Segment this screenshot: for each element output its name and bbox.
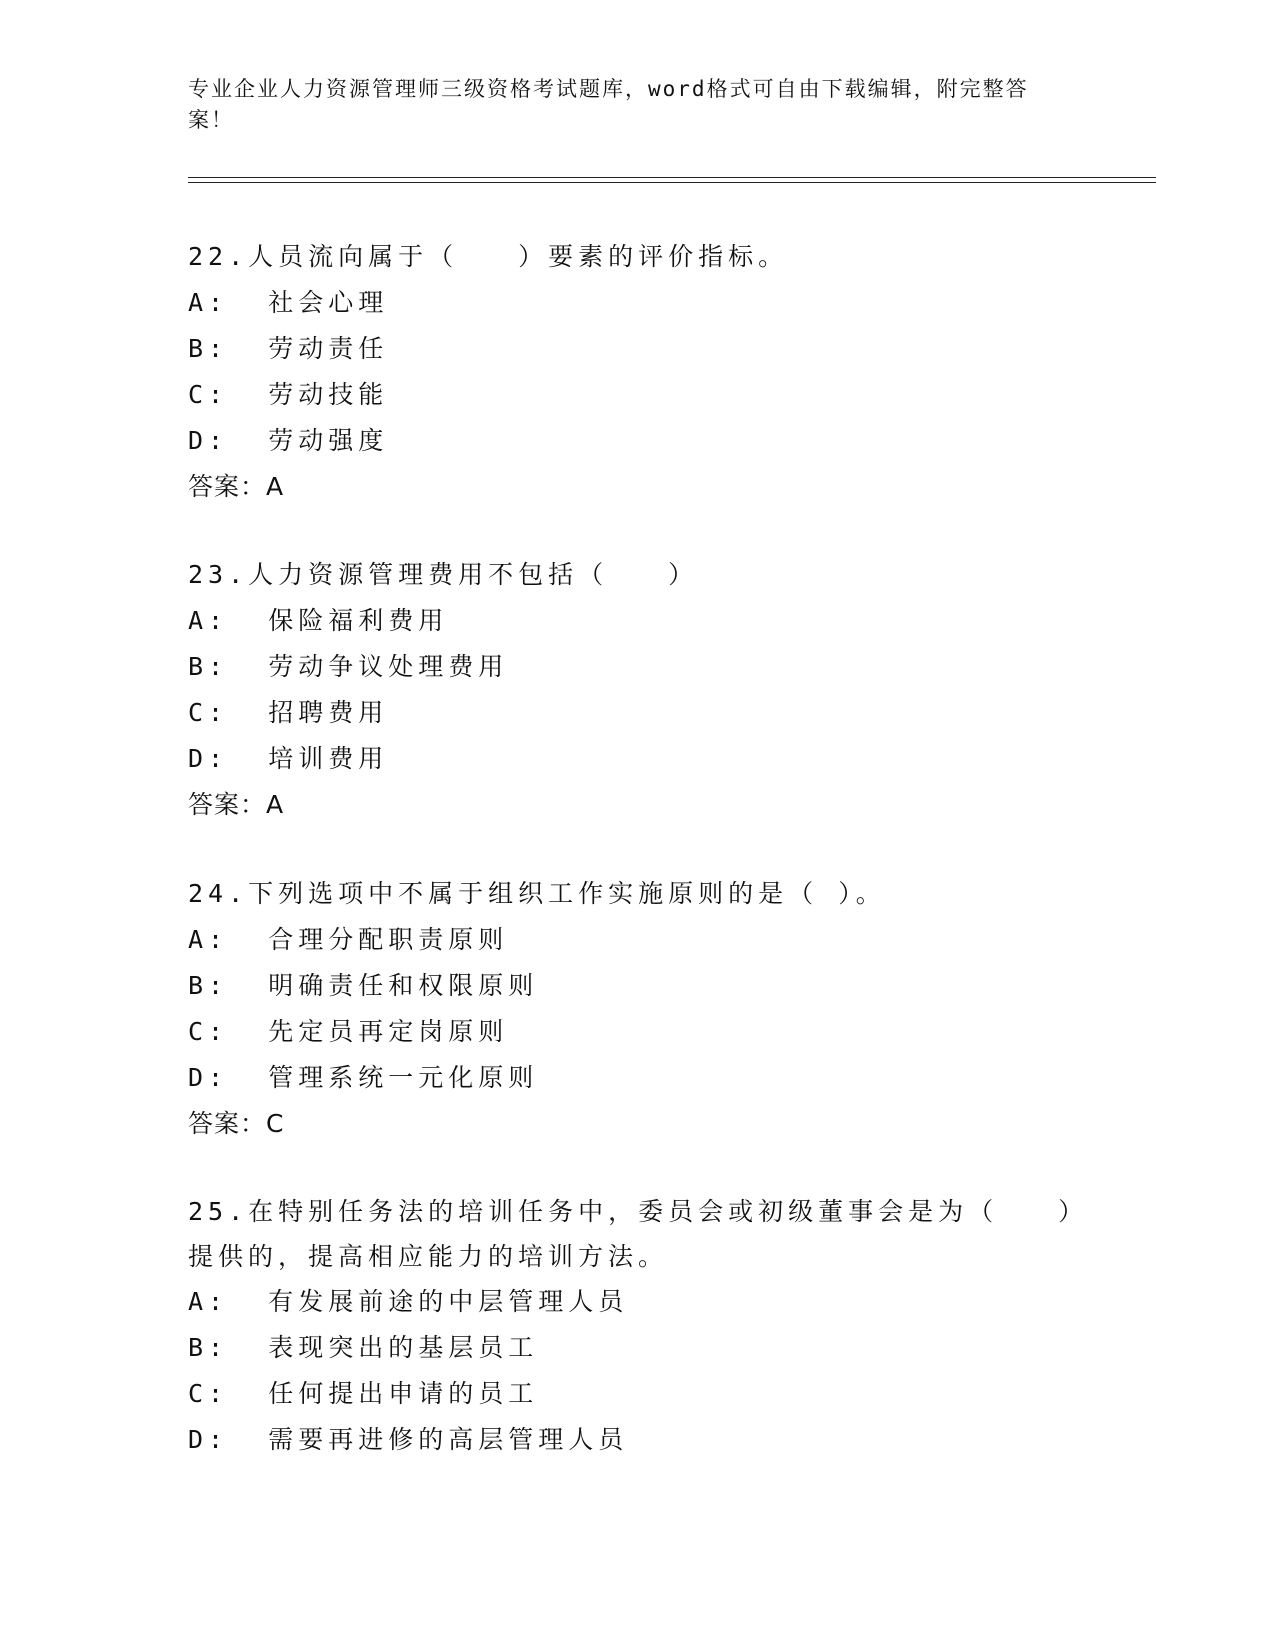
option-c: C: 劳动技能	[188, 380, 389, 409]
option-d: D: 管理系统一元化原则	[188, 1063, 539, 1092]
option-b: B: 明确责任和权限原则	[188, 971, 539, 1000]
question-23	[188, 552, 1088, 828]
header-divider-bottom	[188, 182, 1156, 183]
option-a: A: 合理分配职责原则	[188, 925, 509, 954]
header-divider-top	[188, 177, 1156, 178]
option-a: A: 保险福利费用	[188, 606, 449, 635]
option-b: B: 劳动责任	[188, 334, 389, 363]
option-c: C: 招聘费用	[188, 698, 389, 727]
option-d: D: 培训费用	[188, 744, 389, 773]
option-a: A: 有发展前途的中层管理人员	[188, 1287, 629, 1316]
question-22	[188, 234, 1088, 510]
option-c: C: 任何提出申请的员工	[188, 1379, 539, 1408]
option-b: B: 劳动争议处理费用	[188, 652, 509, 681]
question-stem: 23.人力资源管理费用不包括（ ）	[188, 560, 699, 589]
question-stem: 25.在特别任务法的培训任务中，委员会或初级董事会是为（ ）提供的，提高相应能力的培训方法。	[188, 1197, 1076, 1271]
option-d: D: 劳动强度	[188, 426, 389, 455]
answer-line: 答案：A	[188, 472, 285, 501]
option-b: B: 表现突出的基层员工	[188, 1333, 539, 1362]
option-d: D: 需要再进修的高层管理人员	[188, 1425, 629, 1454]
document-header-text: 专业企业人力资源管理师三级资格考试题库，word格式可自由下载编辑，附完整答案！	[188, 77, 1029, 132]
question-stem: 22.人员流向属于（ ）要素的评价指标。	[188, 242, 789, 271]
question-24	[188, 871, 1088, 1147]
answer-line: 答案：C	[188, 1109, 285, 1138]
option-c: C: 先定员再定岗原则	[188, 1017, 509, 1046]
question-stem: 24.下列选项中不属于组织工作实施原则的是（ ）。	[188, 879, 886, 908]
option-a: A: 社会心理	[188, 288, 389, 317]
question-25	[188, 1189, 1088, 1463]
answer-line: 答案：A	[188, 790, 285, 819]
